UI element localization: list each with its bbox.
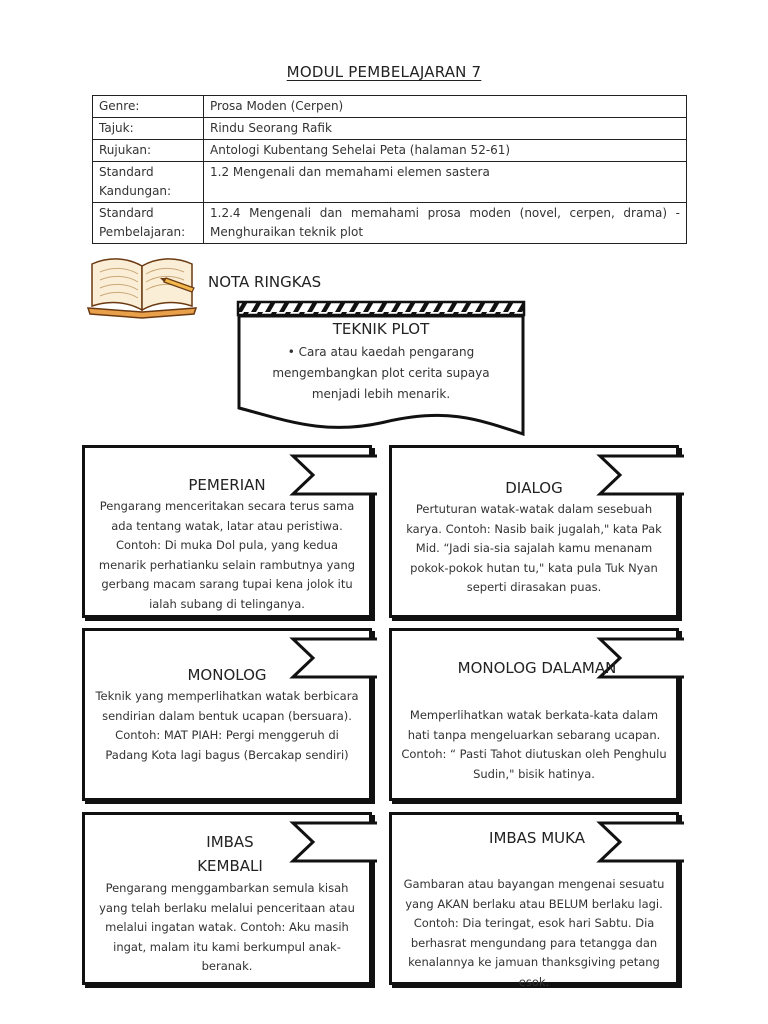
- card-title: IMBAS KEMBALI: [197, 833, 263, 875]
- ribbon-flag-icon: [285, 819, 378, 865]
- card-monolog: [82, 628, 372, 801]
- card-title: IMBAS MUKA: [489, 829, 585, 847]
- info-table: [92, 95, 687, 244]
- table-row: [93, 162, 687, 203]
- card-dialog: [389, 445, 679, 618]
- page-title: MODUL PEMBELAJARAN 7: [286, 63, 482, 81]
- card-monolog-dalaman: [389, 628, 679, 801]
- table-row: [93, 118, 687, 140]
- teknik-plot-body: • Cara atau kaedah pengarang mengembangkan plot cerita supaya menjadi lebih menarik.: [272, 345, 490, 401]
- table-key: Standard Pembelajaran:: [93, 203, 204, 244]
- card-body: Pengarang menggambarkan semula kisah yang telah berlaku melalui penceritaan atau melalui ingatan watak. Contoh: Aku masih ingat, malam itu kami berkumpul anak-beranak.: [99, 881, 355, 974]
- card-body: Pengarang menceritakan secara terus sama ada tentang watak, latar atau peristiwa. Contoh: Di muka Dol pula, yang kedua menarik perhatianku selain rambutnya yang gerbang macam sarang tupai kena jolok itu ialah subang di telinganya.: [98, 499, 356, 611]
- open-book-icon: [82, 250, 202, 320]
- card-title: PEMERIAN: [188, 476, 266, 494]
- table-row: [93, 203, 687, 244]
- table-key: Rujukan:: [93, 140, 204, 162]
- table-value: Antologi Kubentang Sehelai Peta (halaman 52-61): [204, 140, 687, 162]
- table-row: [93, 96, 687, 118]
- table-key: Genre:: [93, 96, 204, 118]
- table-value: Rindu Seorang Rafik: [204, 118, 687, 140]
- teknik-plot-title: TEKNIK PLOT: [332, 320, 430, 338]
- card-title: MONOLOG: [187, 666, 267, 684]
- table-value: 1.2.4 Mengenali dan memahami prosa moden (novel, cerpen, drama) - Menghuraikan teknik plot: [204, 203, 687, 244]
- card-pemerian: [82, 445, 372, 618]
- card-imbas-muka: [389, 812, 679, 989]
- card-body: Teknik yang memperlihatkan watak berbicara sendirian dalam bentuk ucapan (bersuara). Contoh: MAT PIAH: Pergi menggeruh di Padang Kota lagi bagus (Bercakap sendiri): [95, 689, 359, 762]
- teknik-plot-content: [255, 320, 507, 405]
- nota-ringkas-label: NOTA RINGKAS: [208, 273, 322, 291]
- card-title: MONOLOG DALAMAN: [457, 659, 617, 677]
- card-title: DIALOG: [505, 479, 563, 497]
- table-key: Standard Kandungan:: [93, 162, 204, 203]
- table-value: Prosa Moden (Cerpen): [204, 96, 687, 118]
- card-body: Memperlihatkan watak berkata-kata dalam hati tanpa mengeluarkan sebarang ucapan. Contoh: “ Pasti Tahot diutuskan oleh Penghulu Sudin," bisik hatinya.: [401, 708, 667, 781]
- table-value: 1.2 Mengenali dan memahami elemen sastera: [204, 162, 687, 203]
- table-row: [93, 140, 687, 162]
- card-body: Pertuturan watak-watak dalam sesebuah karya. Contoh: Nasib baik jugalah," kata Pak Mid. “Jadi sia-sia sajalah kamu menanam pokok-pokok hutan tu," kata pula Tuk Nyan seperti dirasakan puas.: [406, 502, 662, 595]
- card-imbas-kembali: [82, 812, 372, 985]
- ribbon-flag-icon: [592, 819, 685, 865]
- card-body: Gambaran atau bayangan mengenai sesuatu yang AKAN berlaku atau BELUM berlaku lagi. Contoh: Dia teringat, esok hari Sabtu. Dia berhasrat mengundang para tetangga dan kenalannya ke jamuan thanksgiving petang esok.: [403, 877, 665, 989]
- table-key: Tajuk:: [93, 118, 204, 140]
